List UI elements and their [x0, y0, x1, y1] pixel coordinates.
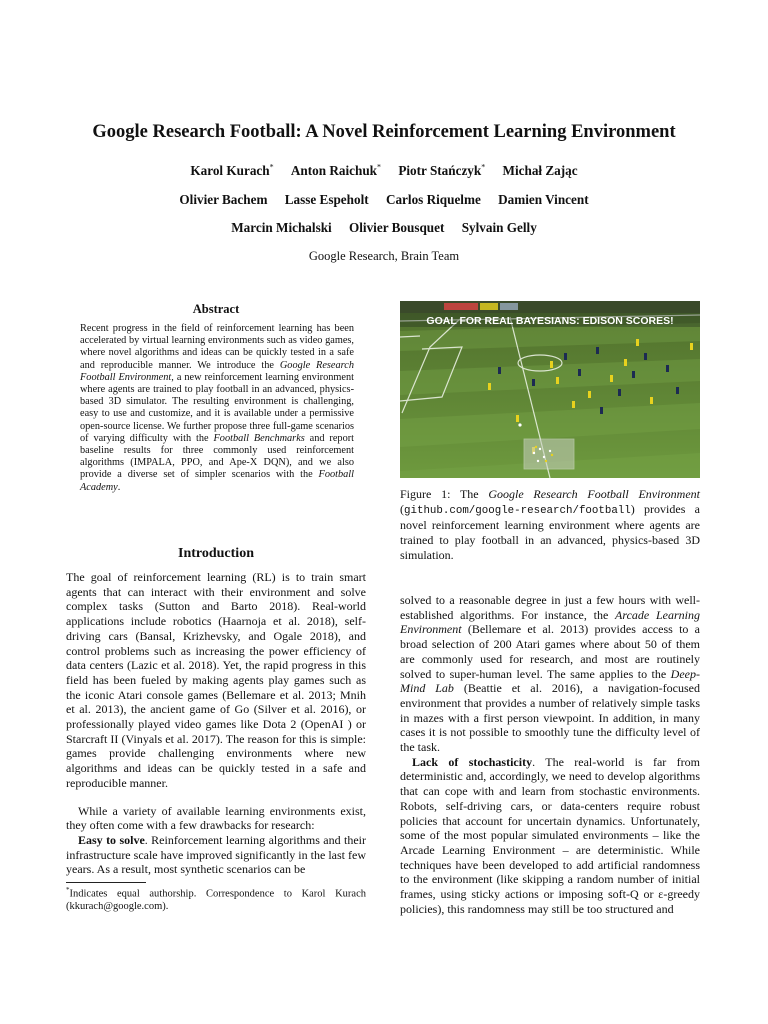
paragraph: Lack of stochasticity. The real-world is far from deterministic and, accordingly, we need to develop algorithms that can cope with and learn from stochastic environments. Robots, self-driving cars, or data-centers require robust policies that account for uncertain dynamics. Unfortunately, some of the most popular simulated environments – like the Arcade Learning Environment – are deterministic. While techniques have been developed to add artificial randomness to the environment (like skipping a random number of initial frames, using sticky actions or imposing soft-Q or ε-greedy policies), this randomness may still be too structured and: [400, 754, 701, 916]
paragraph: While a variety of available learning environments exist, they often come with a few drawbacks for research:: [66, 803, 366, 833]
author-name: Lasse Espeholt: [284, 192, 369, 207]
paragraph: solved to a reasonable degree in just a few hours with well-established algorithms. For instance, the Arcade Learning Environment (Bellemare et al. 2013) provides access to a broad selection of 200 Atari games where about 50 of them are commonly used for research, and most are routinely solved to super-human level. The same applies to the Deep-Mind Lab (Beattie et al. 2016), a navigation-focused environment that provides a number of relatively simple tasks in mazes with a first person viewpoint. In addition, in many cases it is not possible to smoothly tune the difficulty level of the task.: [400, 593, 701, 755]
introduction-heading: Introduction: [178, 546, 254, 561]
affiliation: Google Research, Brain Team: [308, 249, 460, 263]
goal-banner: GOAL FOR REAL BAYESIANS: EDISON SCORES!: [426, 315, 674, 327]
abstract-heading: Abstract: [192, 302, 240, 316]
author-name: Karol Kurach*: [190, 163, 274, 179]
author-name: Olivier Bachem: [179, 192, 268, 207]
football-screenshot-figure: [400, 301, 700, 478]
author-name: Sylvain Gelly: [461, 220, 537, 235]
column-right: [400, 593, 700, 916]
scoreboard-icon: [444, 303, 478, 310]
paragraph: Easy to solve. Reinforcement learning algorithms and their infrastructure scale have improved significantly in the last few years. As a result, most synthetic scenarios can be: [66, 832, 366, 877]
footnote: *Indicates equal authorship. Correspondence to Karol Kurach (kkurach@google.com).: [66, 886, 366, 913]
author-name: Michał Zając: [502, 163, 578, 179]
abstract-body: Recent progress in the field of reinforcement learning has been accelerated by virtual learning environments such as video games, where novel algorithms and ideas can be quickly tested in a safe and reproducible manner. We introduce the Google Research Football Environment, a new reinforcement learning environment where agents are trained to play football in an advanced, physics-based 3D simulator. The resulting environment is challenging, easy to use and customize, and it is available under a permissive open-source license. We further propose three full-game scenarios of varying difficulty with the Football Benchmarks and report baseline results for three commonly used reinforcement algorithms (IMPALA, PPO, and Ape-X DQN), and we also provide a diverse set of simpler scenarios with the Football Academy.: [80, 323, 355, 493]
author-row-3: [0, 220, 768, 236]
figure-caption: Figure 1: The Google Research Football Environment (github.com/google-research/football) provides a novel reinforcement learning environment where agents are trained to play football in an advanced, physics-based 3D simulation.: [400, 487, 701, 562]
minimap: [524, 439, 574, 469]
author-name: Carlos Riquelme: [385, 192, 481, 207]
author-row-1: [0, 163, 768, 179]
author-name: Marcin Michalski: [231, 220, 332, 235]
football-pitch-image: [400, 301, 700, 478]
paper-title: Google Research Football: A Novel Reinforcement Learning Environment: [92, 122, 676, 142]
paragraph: The goal of reinforcement learning (RL) is to train smart agents that can interact with their environment and solve complex tasks (Sutton and Barto 2018). Real-world applications include robotics (Haarnoja et al. 2018), self-driving cars (Bansal, Krizhevsky, and Ogale 2018), and control problems such as increasing the power efficiency of data centers (Lazic et al. 2018). Yet, the rapid progress in this field has been fueled by making agents play games such as the iconic Atari console games (Bellemare et al. 2013; Mnih et al. 2013), the ancient game of Go (Silver et al. 2016), or professionally played video games like Dota 2 (OpenAI ) or Starcraft II (Vinyals et al. 2017). The reason for this is simple: games provide challenging environments where new algorithms and ideas can be quickly tested in a safe and reproducible manner.: [66, 570, 366, 790]
author-row-2: [0, 192, 768, 208]
author-name: Piotr Stańczyk*: [398, 163, 486, 179]
author-name: Anton Raichuk*: [290, 163, 382, 179]
footnote-rule: [66, 882, 146, 883]
column-left: [66, 570, 366, 877]
author-name: Damien Vincent: [498, 192, 589, 207]
author-name: Olivier Bousquet: [349, 220, 445, 235]
